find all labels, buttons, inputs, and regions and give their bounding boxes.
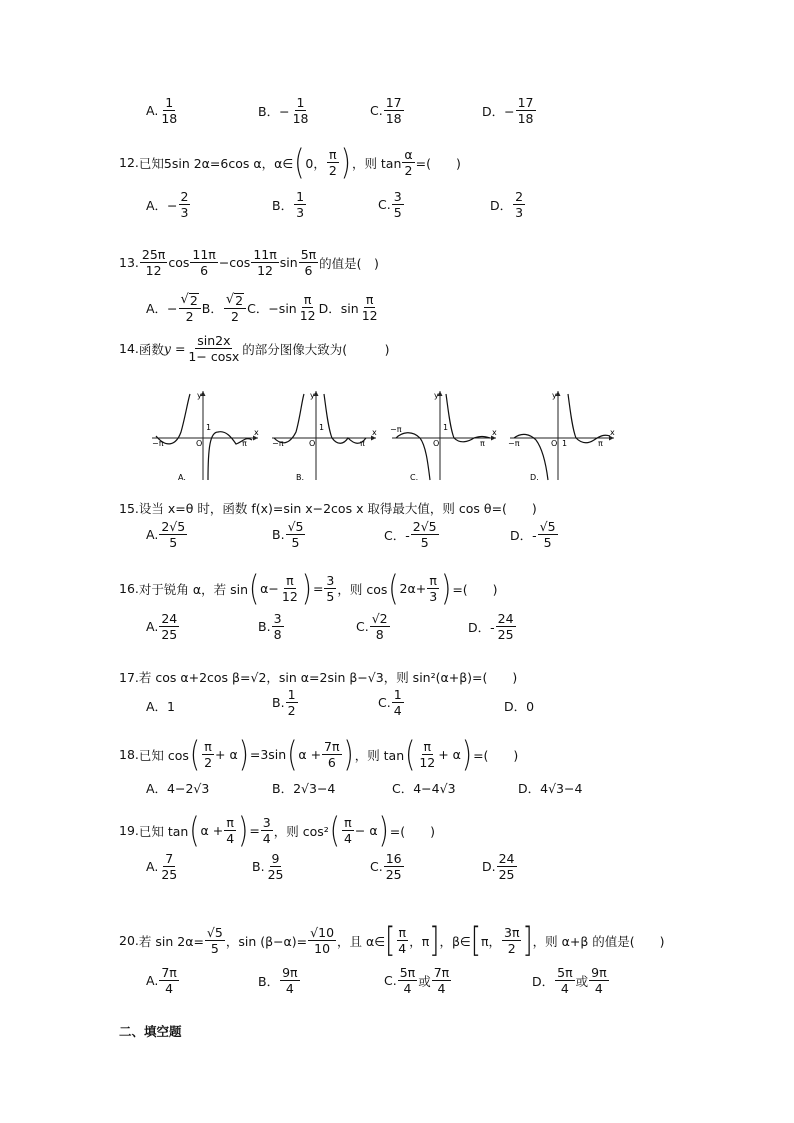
q14-graph-d-y-label: y: [552, 391, 557, 400]
q18-option-c: C．4−4√3: [392, 781, 456, 796]
q14-graph-a-label: A.: [178, 473, 186, 482]
q19-option-a: A. $\frac{7}{25}$: [146, 851, 178, 883]
q14-stem: 14. 函数 y = $\frac{\sin 2x}{1- \cos x}$ 的部分图像大致为( ): [119, 333, 390, 365]
q14-graph-a-x-label: x: [254, 428, 259, 437]
q14-graph-c-x-label: x: [492, 428, 497, 437]
q11-option-c: C. $\frac{17}{18}$: [370, 95, 402, 127]
q14-graph-c-origin: O: [433, 439, 440, 448]
q11-option-b: B．− $\frac{1}{18}$: [258, 95, 309, 127]
q14-graph-a-y-label: y: [197, 391, 202, 400]
q12-option-d: D． $\frac{2}{3}$: [490, 189, 524, 221]
q18-stem: 18. 已知 cos ( $\frac{\pi}{2}$ + α ) =3sin ( α + $\frac{7\pi}{6}$ ) ，则 tan ( $\frac{\pi}{12}$ + α ) =( ): [119, 734, 519, 775]
q13-option-a: A．− √ 2 2: [146, 292, 202, 323]
q18-option-d: D．4√3−4: [518, 781, 583, 796]
q14-graph-c-tick-pi: π: [480, 439, 485, 448]
q12-option-c: C. $\frac{3}{5}$: [378, 189, 402, 221]
q12-stem: 12. 已知5sin 2α=6cos α，α∈ ( 0， $\frac{\pi}{2}$ ) ，则 tan $\frac{\alpha}{2}$ =( ): [119, 142, 461, 183]
q13-option-c: C．−sin $\frac{\pi}{12}$: [247, 292, 316, 324]
q14-graph-a-origin: O: [196, 439, 203, 448]
q12-option-b: B． $\frac{1}{3}$: [272, 189, 305, 221]
q14-graph-b-tick-pi: π: [360, 439, 365, 448]
q14-graph-b-origin: O: [309, 439, 316, 448]
q17-option-b: B. $\frac{1}{2}$: [272, 687, 296, 719]
q20-option-a: A. $\frac{7\pi}{4}$: [146, 965, 177, 997]
q14-graph-b-label: B.: [296, 473, 305, 482]
q19-option-c: C. $\frac{16}{25}$: [370, 851, 402, 883]
q14-graph-c: [388, 388, 503, 484]
q14-graph-b-tick-neg-pi: −π: [272, 439, 284, 448]
q14-graph-d-origin: O: [551, 439, 558, 448]
q15-option-d: D．- $\frac{√5}{5}$: [510, 519, 556, 551]
q14-graph-d: [506, 388, 621, 484]
q14-graph-c-tick-neg-pi: −π: [390, 425, 402, 434]
q14-graph-d-x-label: x: [610, 428, 615, 437]
section-heading-fill-in: 二、填空题: [119, 1024, 182, 1039]
q19-option-d: D. $\frac{24}{25}$: [482, 851, 515, 883]
q13-option-b: B． √ 2 2: [202, 292, 247, 323]
q14-graph-b-tick-1: 1: [319, 423, 325, 432]
q16-option-a: A. $\frac{24}{25}$: [146, 611, 178, 643]
q20-stem: 20. 若 sin 2α= $\frac{√5}{5}$ ，sin (β−α)= $\frac{√10}{10}$ ，且 α∈ [ $\frac{\pi}{4}$ ，π ] ，β∈ [ π， $\frac{3\pi}{2}$ ] ，则 α+β 的值是( ): [119, 921, 665, 961]
q15-option-b: B. $\frac{√5}{5}$: [272, 519, 304, 551]
q11-option-a: A. $\frac{1}{18}$: [146, 95, 178, 127]
q13-options: [146, 292, 381, 323]
q16-option-d: D．- $\frac{24}{25}$: [468, 611, 514, 643]
q14-graph-a-tick-1: 1: [206, 423, 212, 432]
q20-option-d: D． $\frac{5\pi}{4}$ 或 $\frac{9\pi}{4}$: [532, 965, 607, 997]
q15-stem: 15.设当 x=θ 时，函数 f(x)=sin x−2cos x 取得最大值，则 cos θ=( ): [119, 501, 537, 516]
q16-option-b: B. $\frac{3}{8}$: [258, 611, 282, 643]
q20-option-c: C. $\frac{5\pi}{4}$ 或 $\frac{7\pi}{4}$: [384, 965, 450, 997]
q14-graph-c-y-label: y: [434, 391, 439, 400]
q14-graph-d-label: D.: [530, 473, 539, 482]
q17-option-d: D．0: [504, 699, 535, 714]
q19-option-b: B. $\frac{9}{25}$: [252, 851, 284, 883]
q16-stem: 16. 对于锐角 α，若 sin ( α− $\frac{\pi}{12}$ ) = $\frac{3}{5}$ ，则 cos ( 2α+ $\frac{\pi}{3}$ ) =( ): [119, 568, 498, 609]
q20-option-b: B． $\frac{9\pi}{4}$: [258, 965, 298, 997]
q14-graph-c-tick-1: 1: [443, 423, 449, 432]
q15-option-c: C．- $\frac{2√5}{5}$: [384, 519, 437, 551]
q18-option-a: A．4−2√3: [146, 781, 210, 796]
q12-option-a: A．− $\frac{2}{3}$: [146, 189, 189, 221]
q15-option-a: A. $\frac{2√5}{5}$: [146, 519, 186, 551]
q17-option-a: A．1: [146, 699, 176, 714]
q14-graph-c-label: C.: [410, 473, 419, 482]
q14-graph-a-tick-neg-pi: −π: [152, 439, 164, 448]
q13-option-d: D．sin $\frac{\pi}{12}$: [318, 292, 378, 324]
q14-graph-d-tick-neg-pi: −π: [508, 439, 520, 448]
q17-stem: 17.若 cos α+2cos β=√2，sin α=2sin β−√3，则 sin²(α+β)=( ): [119, 670, 518, 685]
q14-graph-b-y-label: y: [310, 391, 315, 400]
q14-graph-a: [148, 388, 263, 484]
q19-stem: 19. 已知 tan ( α + $\frac{\pi}{4}$ ) = $\frac{3}{4}$ ，则 cos² ( $\frac{\pi}{4}$ − α ) =( ): [119, 810, 435, 851]
q14-graph-d-tick-pi: π: [598, 439, 603, 448]
q14-graph-d-tick-1: 1: [562, 439, 568, 448]
q14-graph-b-x-label: x: [372, 428, 377, 437]
q13-stem: 13. $\frac{25\pi}{12}$ cos $\frac{11\pi}{6}$ −cos $\frac{11\pi}{12}$ sin $\frac{5\pi}{6}$ 的值是( ): [119, 247, 379, 279]
q18-option-b: B．2√3−4: [272, 781, 336, 796]
q17-option-c: C. $\frac{1}{4}$: [378, 687, 402, 719]
q11-option-d: D．− $\frac{17}{18}$: [482, 95, 534, 127]
q16-option-c: C. $\frac{√2}{8}$: [356, 611, 388, 643]
q14-graph-a-tick-pi: π: [242, 439, 247, 448]
q14-graph-b: [268, 388, 383, 484]
